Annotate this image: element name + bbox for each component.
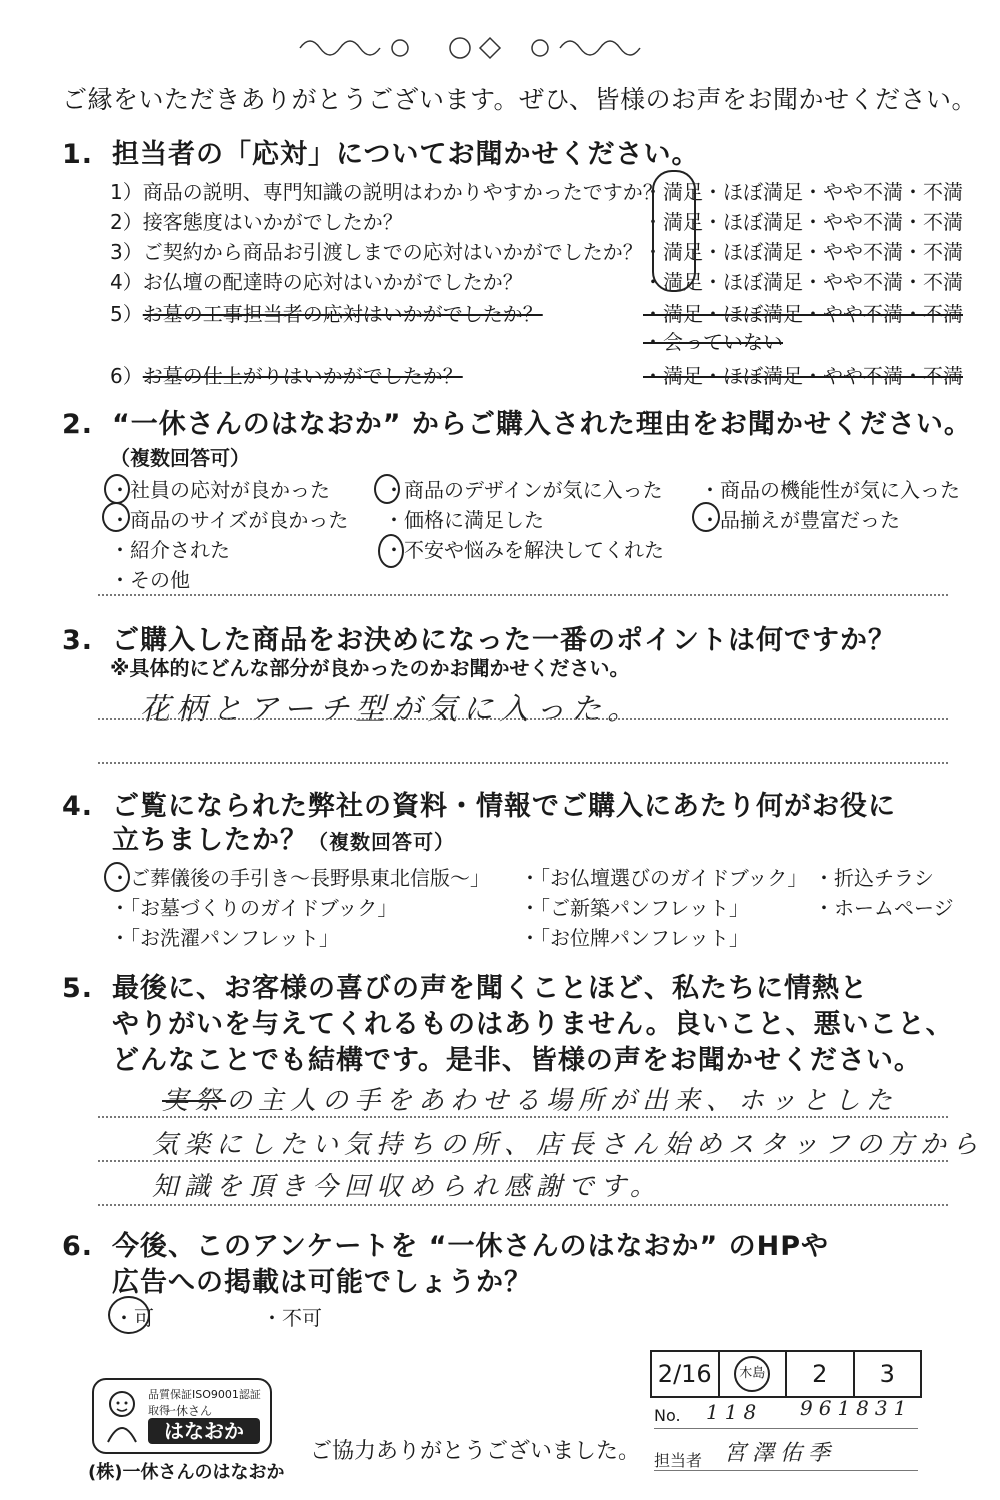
q2-option-8: ・不安や悩みを解決してくれた <box>384 538 664 562</box>
q4-option-1: ・ご葬儀後の手引き〜長野県東北信版〜」 <box>110 866 490 890</box>
q4-option-8: ・「お位牌パンフレット」 <box>520 926 749 950</box>
staff-label: 担当者 <box>654 1451 703 1470</box>
q4-option-7: ・「お洗濯パンフレット」 <box>110 926 339 950</box>
q4-option-5: ・「ご新築パンフレット」 <box>520 896 749 920</box>
q2-option-7: ・紹介された <box>110 538 230 562</box>
monk-mascot-icon <box>102 1388 142 1444</box>
q2-option-3: ・商品の機能性が気に入った <box>700 478 960 502</box>
q5-line1: 5. 最後に、お客様の喜びの声を聞くことほど、私たちに情熱と <box>62 973 868 1004</box>
q5-line2: やりがいを与えてくれるものはありません。良いこと、悪いこと、 <box>112 1009 954 1040</box>
q4-number: 4. <box>62 791 94 822</box>
q5-number: 5. <box>62 973 94 1004</box>
answer-circle-q2-8 <box>378 534 404 568</box>
q2-option-2: ・商品のデザインが気に入った <box>384 478 663 502</box>
q2-title: “一休さんのはなおか” からご購入された理由をお聞かせください。 <box>112 409 972 440</box>
q2-option-1: ・社員の応対が良かった <box>110 478 330 502</box>
q1-scale-5: ・満足・ほぼ満足・やや不満・不満 <box>643 302 963 326</box>
answer-circle-q2-1 <box>104 474 130 504</box>
no-value: 118 <box>706 1400 763 1424</box>
intro-text: ご縁をいただきありがとうございます。ぜひ、皆様のお声をお聞かせください。 <box>62 85 978 114</box>
q2-heading <box>62 402 972 441</box>
logo-main-text: はなおか <box>148 1418 260 1444</box>
q4-title-line2: 立ちましたか？ <box>112 825 308 856</box>
q6-line1: 6. 今後、このアンケートを “一休さんのはなおか” のHPや <box>62 1231 830 1262</box>
answer-circle-q6 <box>108 1296 150 1334</box>
q5-answer-line1: 実祭の主人の手をあわせる場所が出来、ホッとした <box>162 1086 899 1116</box>
q1-scale-2: ・満足・ほぼ満足・やや不満・不満 <box>643 210 963 234</box>
q2-number: 2. <box>62 409 94 440</box>
q4-note: （複数回答可） <box>308 830 455 854</box>
q1-item-6: 6）お墓の仕上がりはいかがでしたか？ <box>110 364 463 388</box>
answer-line <box>98 718 948 720</box>
q1-scale-6: ・満足・ほぼ満足・やや不満・不満 <box>643 364 963 388</box>
q1-item-4: 4）お仏壇の配達時の応対はいかがでしたか？ <box>110 270 523 294</box>
thanks-text: ご協力ありがとうございました。 <box>310 1439 641 1464</box>
q5-answer-line2: 気楽にしたい気持ちの所、店長さん始めスタッフの方から <box>152 1130 985 1160</box>
q1-item-2: 2）接客態度はいかがでしたか？ <box>110 210 403 234</box>
q1-not-met: ・会っていない <box>643 330 783 354</box>
answer-circle-q2-2 <box>374 474 400 504</box>
answer-circle-q4-1 <box>104 862 130 892</box>
q4-option-2: ・「お仏壇選びのガイドブック」 <box>520 866 808 890</box>
q4-option-6: ・ホームページ <box>814 896 954 920</box>
q1-heading <box>62 132 699 171</box>
q5-answer-line3: 知識を頂き今回収められ感謝です。 <box>152 1172 662 1202</box>
q3-number: 3. <box>62 625 94 656</box>
q3-title: ご購入した商品をお決めになった一番のポイントは何ですか？ <box>112 625 896 656</box>
q1-scale-4: ・満足・ほぼ満足・やや不満・不満 <box>643 270 963 294</box>
q2-option-6: ・品揃えが豊富だった <box>700 508 900 532</box>
box-cell-2: 2 <box>787 1352 855 1396</box>
q1-title: 担当者の「応対」についてお聞かせください。 <box>112 139 700 170</box>
q3-answer: 花柄とアーチ型が気に入った。 <box>140 692 644 727</box>
q5-line3: どんなことでも結構です。是非、皆様の声をお聞かせください。 <box>112 1045 922 1076</box>
meta-underline <box>654 1470 918 1471</box>
q2-option-9: ・その他 <box>110 568 190 592</box>
q1-item-3: 3）ご契約から商品お引渡しまでの応対はいかがでしたか？ <box>110 240 643 264</box>
box-stamp: 木島 <box>720 1352 788 1396</box>
divider <box>98 594 948 596</box>
meta-underline <box>654 1428 918 1429</box>
box-cell-3: 3 <box>879 1360 895 1388</box>
logo-cert-text: 品質保証ISO9001認証取得 <box>148 1388 261 1417</box>
answer-line <box>98 762 948 764</box>
answer-circle-q2-6 <box>692 502 720 532</box>
staff-value: 宮澤佑季 <box>724 1441 837 1466</box>
q2-option-4: ・商品のサイズが良かった <box>110 508 349 532</box>
box-date: 2/16 <box>652 1352 720 1396</box>
answer-circle-q1 <box>652 170 696 292</box>
no-label: No. <box>654 1406 681 1425</box>
answer-circle-q2-4 <box>102 502 130 532</box>
q2-note: （複数回答可） <box>110 446 250 470</box>
q4-title-line1: ご覧になられた弊社の資料・情報でご購入にあたり何がお役に <box>112 791 896 822</box>
decorative-ornament <box>0 28 1000 68</box>
q2-option-5: ・価格に満足した <box>384 508 544 532</box>
q6-line2: 広告への掲載は可能でしょうか？ <box>112 1267 532 1298</box>
q6-option-no: ・不可 <box>262 1306 322 1330</box>
q1-item-1: 1）商品の説明、専門知識の説明はわかりやすかったですか？ <box>110 180 663 204</box>
q1-item-5: 5）お墓の工事担当者の応対はいかがでしたか？ <box>110 302 543 326</box>
company-name: (株)一休さんのはなおか <box>88 1462 285 1483</box>
q1-scale-1: ・満足・ほぼ満足・やや不満・不満 <box>643 180 963 204</box>
q6-number: 6. <box>62 1231 94 1262</box>
q6-option-yes: ・可 <box>114 1306 154 1330</box>
answer-line <box>98 1204 948 1206</box>
office-box <box>650 1350 922 1398</box>
company-logo <box>92 1378 272 1454</box>
q4-option-4: ・「お墓づくりのガイドブック」 <box>110 896 398 920</box>
code-value: 961831 <box>800 1396 913 1420</box>
answer-line <box>98 1116 948 1118</box>
q4-option-3: ・折込チラシ <box>814 866 934 890</box>
answer-line <box>98 1160 948 1162</box>
q1-scale-3: ・満足・ほぼ満足・やや不満・不満 <box>643 240 963 264</box>
logo-small-text: 一休さん <box>164 1404 213 1418</box>
q4-heading-line2 <box>112 818 455 857</box>
q1-number: 1. <box>62 139 94 170</box>
q3-note: ※具体的にどんな部分が良かったのかお聞かせください。 <box>110 656 630 680</box>
